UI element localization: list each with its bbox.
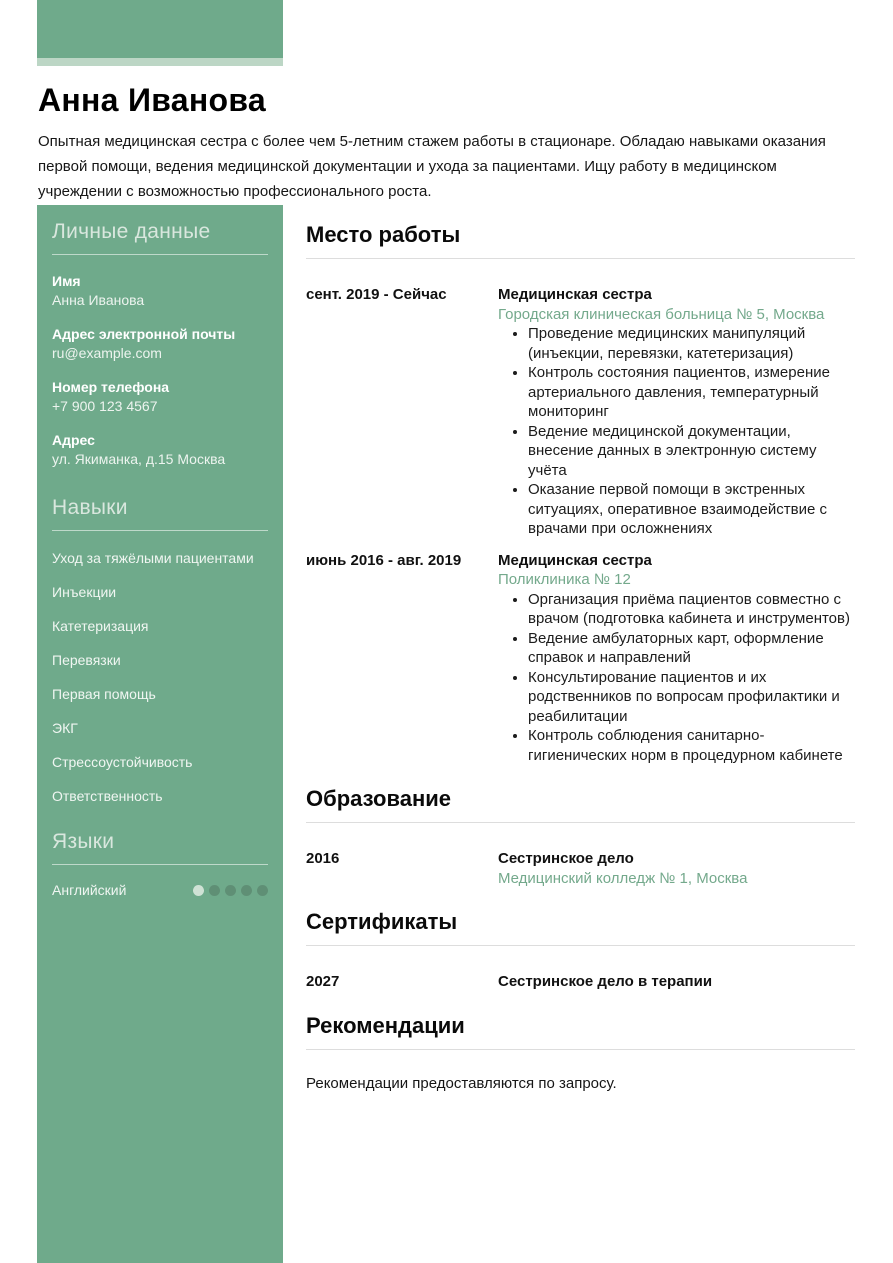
section-divider xyxy=(306,1049,855,1050)
certificate-name: Сестринское дело в терапии xyxy=(498,973,713,990)
entry-role: Медицинская сестра xyxy=(498,286,652,303)
entry-body xyxy=(498,849,855,888)
language-level-dot xyxy=(257,885,268,896)
language-name: Английский xyxy=(52,882,127,898)
certificate-entry xyxy=(306,972,855,992)
personal-field-address xyxy=(52,431,268,469)
entry-organization: Медицинский колледж № 1, Москва xyxy=(498,869,748,887)
sidebar xyxy=(37,205,283,1263)
email-value: ru@example.com xyxy=(52,345,162,361)
personal-field-name xyxy=(52,272,268,310)
sidebar-section-personal xyxy=(52,220,268,469)
experience-entry xyxy=(306,285,855,539)
sidebar-section-skills xyxy=(52,496,268,806)
bullet-item: • Контроль состояния пациентов, измерение артериального давления, температурный мониторинг xyxy=(528,363,855,422)
field-value: Анна Иванова xyxy=(52,292,145,308)
experience-entry xyxy=(306,551,855,766)
address-value: ул. Якиманка, д.15 Москва xyxy=(52,451,226,467)
entry-body xyxy=(498,551,855,766)
bullet-item: • Проведение медицинских манипуляций (инъекции, перевязки, катетеризация) xyxy=(528,324,855,363)
skill-item: Стрессоустойчивость xyxy=(52,754,193,770)
resume-name-title: Анна Иванова xyxy=(38,82,267,118)
resume-summary: Опытная медицинская сестра с более чем 5-летним стажем работы в стационаре. Обладаю навыками оказания первой помощи, ведения медицинской документации и ухода за пациентами. Ищу работу в медицинском учреждении с возможностью профессионального роста. xyxy=(38,133,826,200)
section-divider xyxy=(306,258,855,259)
entry-organization: Поликлиника № 12 xyxy=(498,571,631,588)
personal-field-phone xyxy=(52,378,268,416)
experience-title: Место работы xyxy=(306,222,461,247)
field-label: Адрес xyxy=(52,432,95,448)
bullet-item: • Оказание первой помощи в экстренных ситуациях, оперативное взаимодействие с врачами при осложнениях xyxy=(528,480,855,539)
bullet-item: • Ведение медицинской документации, внесение данных в электронную систему учёта xyxy=(528,422,855,481)
sidebar-divider xyxy=(52,254,268,255)
sidebar-divider xyxy=(52,530,268,531)
entry-bullet-list xyxy=(498,324,855,539)
bullet-item: • Ведение амбулаторных карт, оформление справок и направлений xyxy=(528,629,855,668)
bullet-item: • Контроль соблюдения санитарно-гигиенических норм в процедурном кабинете xyxy=(528,726,855,765)
entry-body xyxy=(498,285,855,539)
sidebar-section-languages xyxy=(52,830,268,898)
skill-item: Ответственность xyxy=(52,788,163,804)
phone-value: +7 900 123 4567 xyxy=(52,398,158,414)
language-level-dot xyxy=(241,885,252,896)
main-content xyxy=(306,222,855,1093)
sidebar-divider xyxy=(52,864,268,865)
language-level-dot xyxy=(225,885,236,896)
section-education xyxy=(306,786,855,888)
field-label: Имя xyxy=(52,273,81,289)
entry-bullet-list xyxy=(498,590,855,766)
skill-item: Первая помощь xyxy=(52,686,156,702)
field-label: Адрес электронной почты xyxy=(52,326,236,342)
skill-item: ЭКГ xyxy=(52,720,78,736)
header-accent-strip xyxy=(37,58,283,66)
entry-role: Медицинская сестра xyxy=(498,551,652,569)
references-text: Рекомендации предоставляются по запросу. xyxy=(306,1074,617,1092)
entry-degree: Сестринское дело xyxy=(498,850,634,867)
languages-title: Языки xyxy=(52,830,115,853)
bullet-item: • Организация приёма пациентов совместно с врачом (подготовка кабинета и инструментов) xyxy=(528,590,855,629)
entry-period: 2016 xyxy=(306,850,340,867)
skill-item: Инъекции xyxy=(52,584,117,600)
language-row xyxy=(52,882,268,898)
section-references xyxy=(306,1013,855,1094)
education-entry xyxy=(306,849,855,888)
personal-field-email xyxy=(52,325,268,363)
certificates-title: Сертификаты xyxy=(306,909,458,934)
education-title: Образование xyxy=(306,786,451,811)
skill-item: Перевязки xyxy=(52,652,121,668)
entry-period: июнь 2016 - авг. 2019 xyxy=(306,551,462,569)
field-label: Номер телефона xyxy=(52,379,170,395)
skills-title: Навыки xyxy=(52,496,128,519)
entry-body xyxy=(498,972,855,992)
section-certificates xyxy=(306,909,855,992)
skill-item: Катетеризация xyxy=(52,618,149,634)
section-divider xyxy=(306,945,855,946)
bullet-item: • Консультирование пациентов и их родственников по вопросам профилактики и реабилитации xyxy=(528,668,855,727)
language-level-dot xyxy=(209,885,220,896)
entry-organization: Городская клиническая больница № 5, Москва xyxy=(498,305,825,323)
language-level-indicator xyxy=(193,885,268,896)
personal-data-title: Личные данные xyxy=(52,220,211,243)
entry-period: 2027 xyxy=(306,973,340,990)
header-accent-block xyxy=(37,0,283,58)
section-divider xyxy=(306,822,855,823)
skill-item: Уход за тяжёлыми пациентами xyxy=(52,550,254,566)
entry-period: сент. 2019 - Сейчас xyxy=(306,286,447,303)
language-level-dot xyxy=(193,885,204,896)
references-title: Рекомендации xyxy=(306,1012,465,1038)
section-experience xyxy=(306,222,855,765)
